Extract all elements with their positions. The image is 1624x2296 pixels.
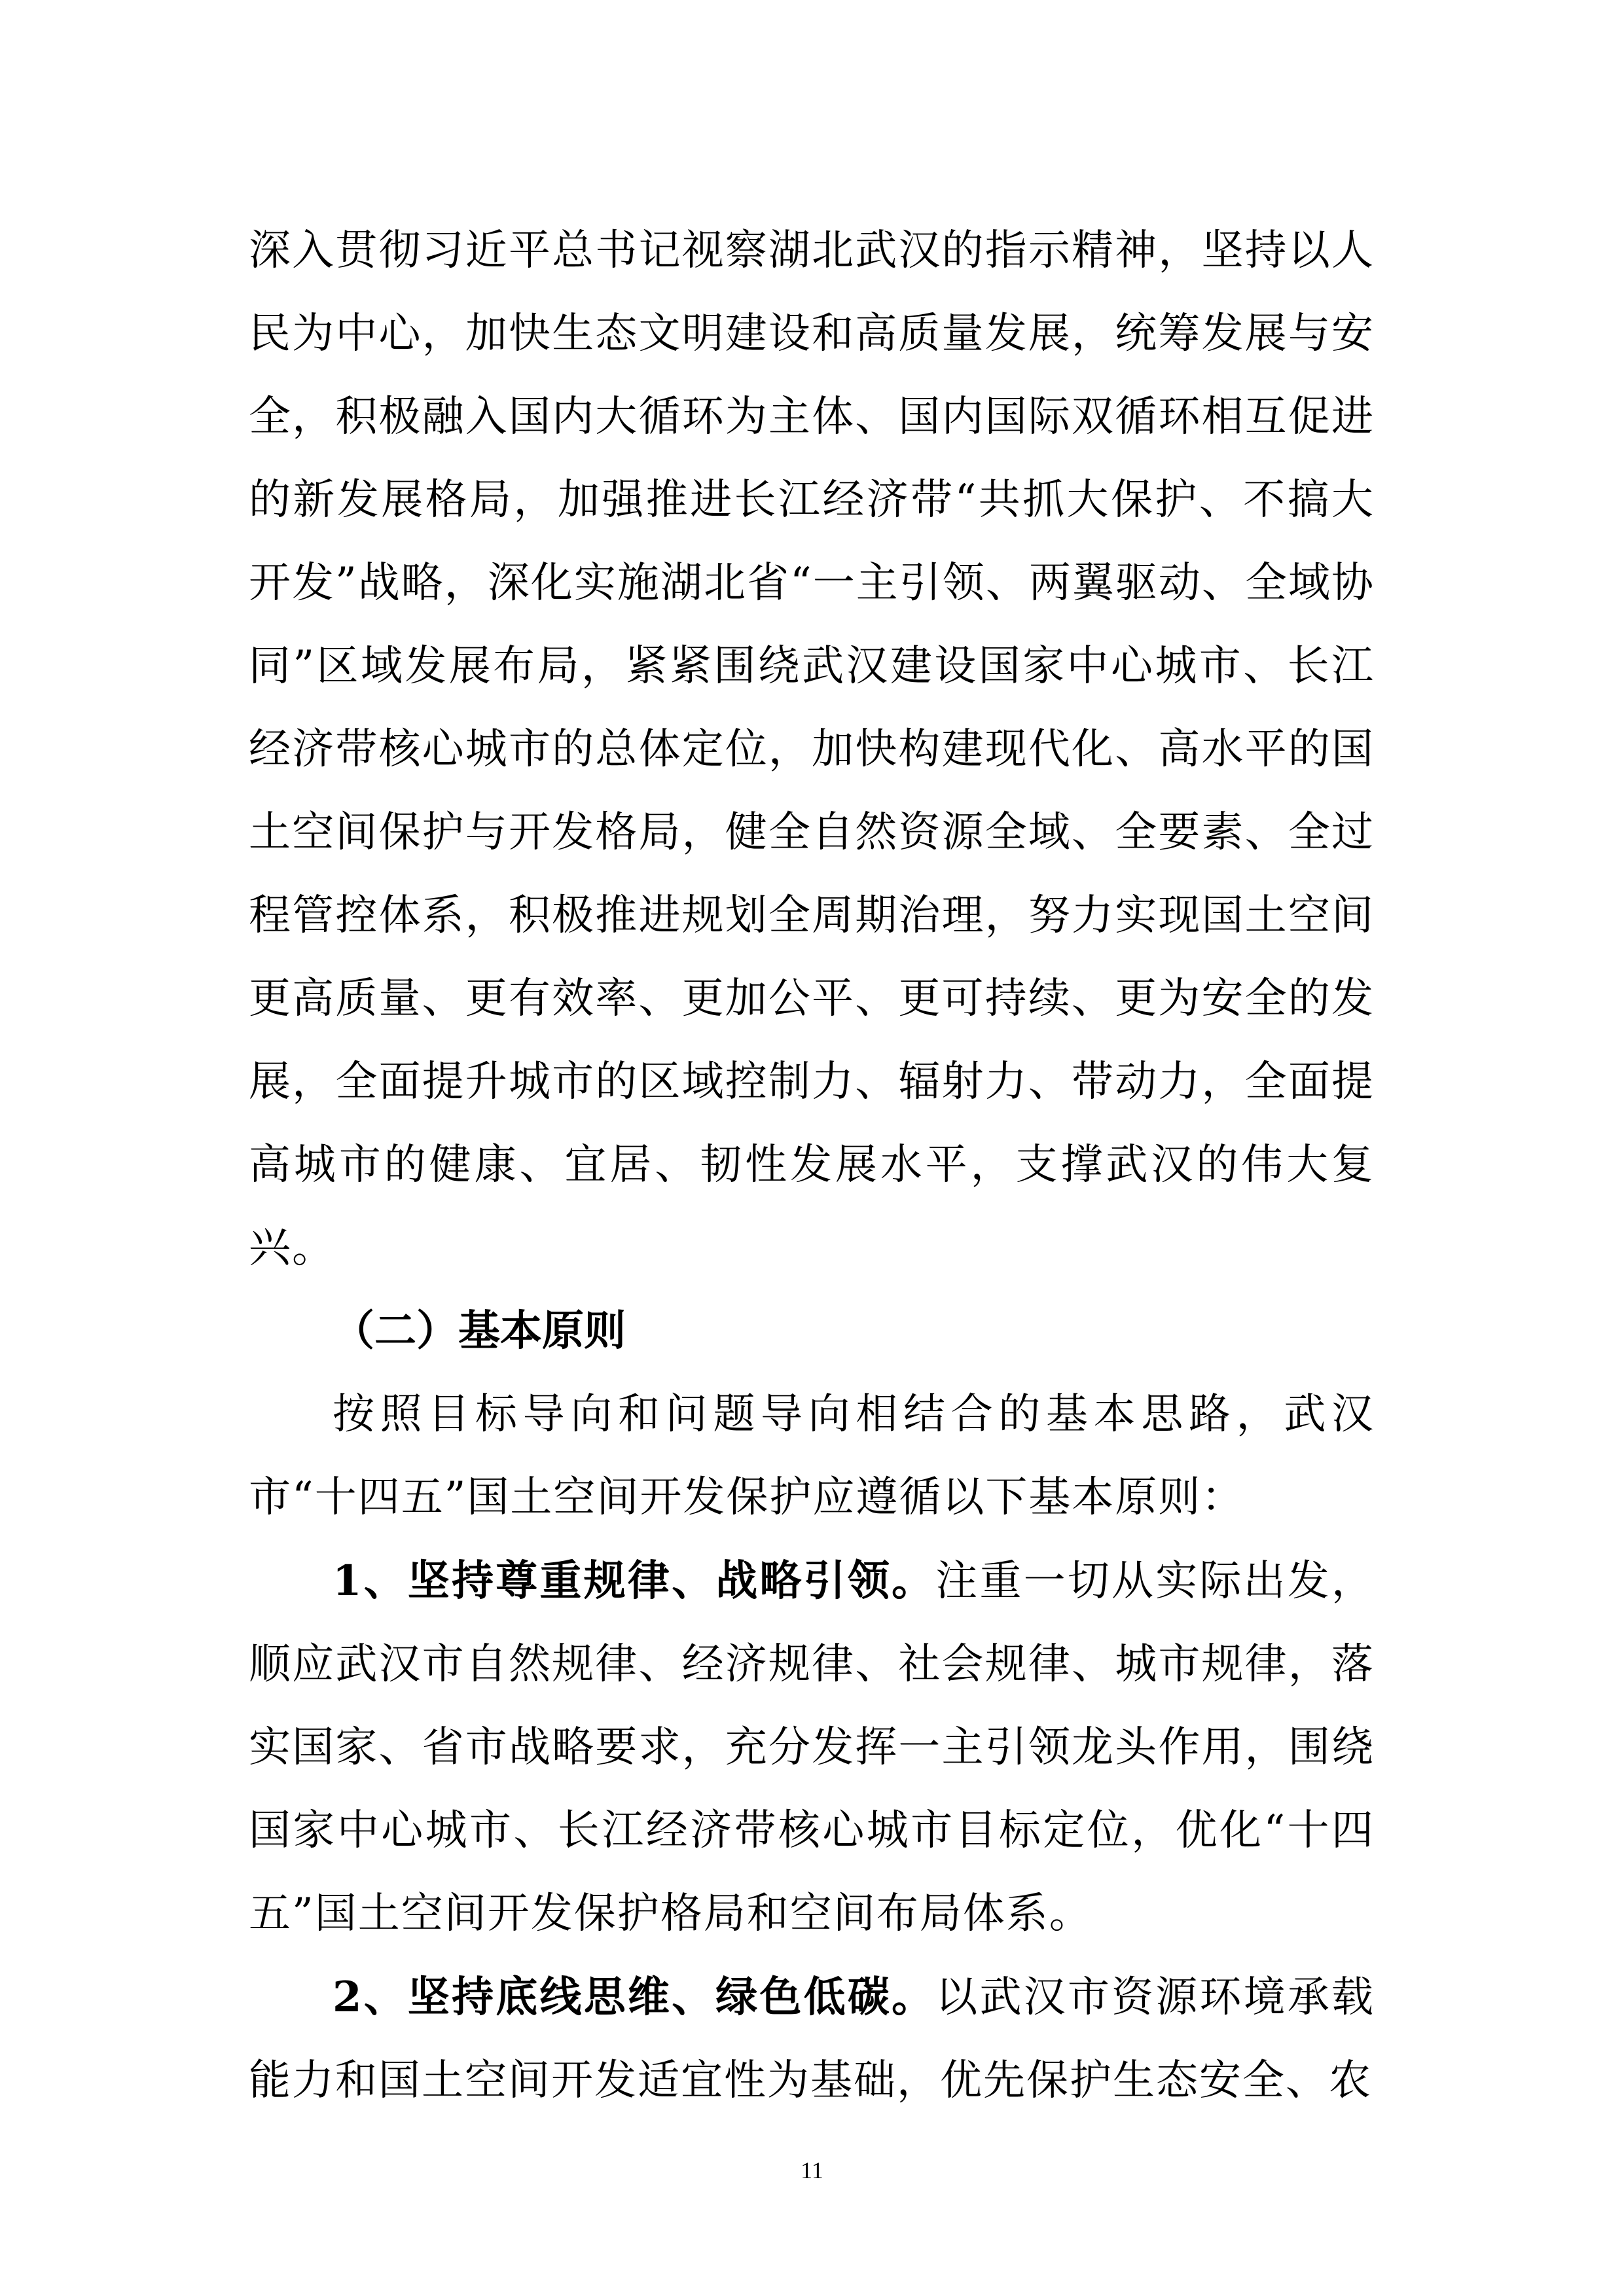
principle-2-title: 2、坚持底线思维、绿色低碳。	[333, 1973, 936, 2022]
page-number: 11	[801, 2157, 823, 2183]
document-body	[249, 209, 1375, 2123]
principle-2-text: 以武汉市资源环境承载能力和国土空间开发适宜性为基础，优先保护生态安全、农	[249, 1973, 1375, 2105]
paragraph-principles-intro: 按照目标导向和问题导向相结合的基本思路，武汉市“十四五”国土空间开发保护应遵循以下基本原则：	[249, 1390, 1375, 1522]
paragraph-principle-2	[249, 1956, 1375, 2123]
principle-1-text: 注重一切从实际出发，顺应武汉市自然规律、经济规律、社会规律、城市规律，落实国家、省市战略要求，充分发挥一主引领龙头作用，围绕国家中心城市、长江经济带核心城市目标定位，优化“十四五”国土空间开发保护格局和空间布局体系。	[249, 1557, 1375, 1938]
paragraph-guiding-ideology: 深入贯彻习近平总书记视察湖北武汉的指示精神，坚持以人民为中心，加快生态文明建设和高质量发展，统筹发展与安全，积极融入国内大循环为主体、国内国际双循环相互促进的新发展格局，加强推进长江经济带“共抓大保护、不搞大开发”战略，深化实施湖北省“一主引领、两翼驱动、全域协同”区域发展布局，紧紧围绕武汉建设国家中心城市、长江经济带核心城市的总体定位，加快构建现代化、高水平的国土空间保护与开发格局，健全自然资源全域、全要素、全过程管控体系，积极推进规划全周期治理，努力实现国土空间更高质量、更有效率、更加公平、更可持续、更为安全的发展，全面提升城市的区域控制力、辐射力、带动力，全面提高城市的健康、宜居、韧性发展水平，支撑武汉的伟大复兴。	[249, 226, 1375, 1272]
section-heading-basic-principles: （二）基本原则	[333, 1307, 626, 1355]
paragraph-principle-1	[249, 1539, 1375, 1956]
principle-1-title: 1、坚持尊重规律、战略引领。	[333, 1556, 936, 1605]
